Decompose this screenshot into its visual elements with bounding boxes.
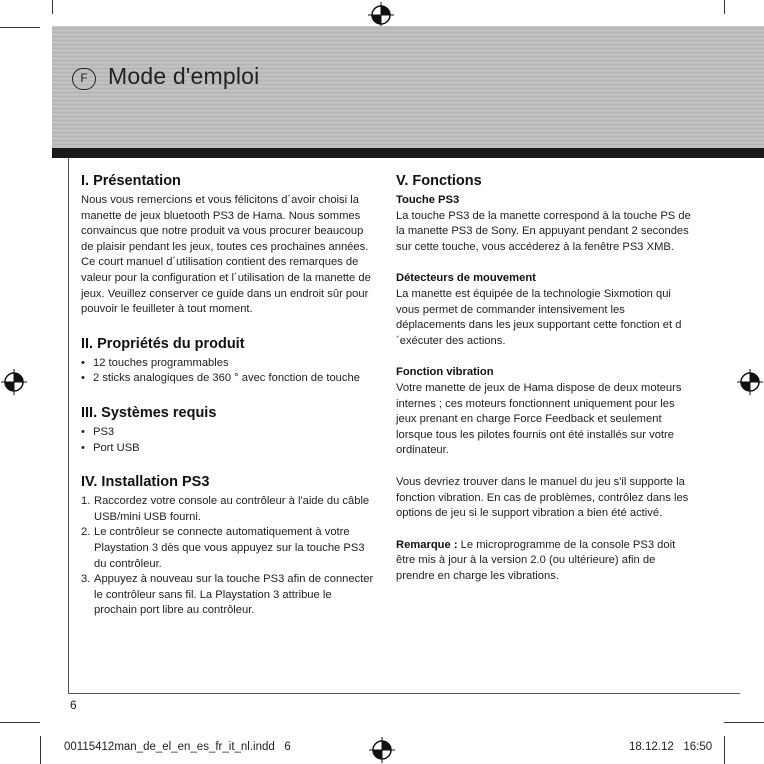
subheading-motion: Détecteurs de mouvement — [396, 272, 536, 285]
registration-mark-icon — [737, 369, 763, 395]
slug-date-time: 18.12.12 16:50 — [629, 741, 713, 753]
section-requirements — [81, 404, 377, 456]
motion-text: La manette est équipée de la technologie Sixmotion qui vous permet de commander intensivement les déplacements dans les jeux supportant cette fonction et d´exécuter des actions. — [396, 287, 682, 347]
vibration-text: Votre manette de jeux de Hama dispose de deux moteurs internes ; ces moteurs fonctionnent uniquement pour les jeux prenant en charge Force Feedback et seulement lorsque tous les pilotes fournis ont été installés sur votre ordinateur. — [396, 381, 682, 457]
step-number: 3. — [81, 573, 91, 586]
list-item — [81, 441, 377, 457]
bullet: • — [81, 372, 85, 385]
subheading-ps3-key: Touche PS3 — [396, 194, 460, 206]
right-column — [396, 172, 696, 600]
crop-mark — [724, 736, 725, 764]
list-item-text: Port USB — [93, 441, 140, 454]
ps3-key-text: La touche PS3 de la manette correspond à la touche PS de la manette PS3 de Sony. En appuyant pendant 2 secondes sur cette touche, vous accéderez à la fenêtre PS3 XMB. — [396, 209, 691, 253]
requirements-list — [81, 425, 377, 456]
list-item — [81, 371, 377, 387]
page-number: 6 — [70, 698, 77, 712]
list-item-text: 12 touches programmables — [93, 356, 229, 369]
subsection-motion — [396, 271, 696, 349]
crop-mark — [40, 736, 41, 764]
registration-mark-icon — [368, 2, 394, 28]
step-number: 1. — [81, 495, 91, 508]
language-badge: F — [72, 68, 96, 90]
heading-presentation: I. Présentation — [81, 173, 181, 189]
subheading-vibration: Fonction vibration — [396, 366, 494, 379]
frame-rule-bottom — [68, 693, 740, 694]
vibration-manual-text: Vous devriez trouver dans le manuel du jeu s'il supporte la fonction vibration. En cas de problèmes, contrôlez dans les options de jeu si le support vibration a bien été activé. — [396, 475, 689, 520]
section-properties — [81, 335, 377, 387]
left-column — [81, 172, 377, 636]
page-title: Mode d'emploi — [108, 63, 260, 89]
registration-mark-icon — [1, 369, 27, 395]
vibration-note — [396, 475, 696, 522]
heading-installation: IV. Installation PS3 — [81, 474, 210, 491]
installation-steps — [81, 494, 377, 619]
bullet: • — [81, 441, 85, 454]
step-text: Le contrôleur se connecte automatiquement à votre Playstation 3 dès que vous appuyez sur la touche PS3 du contrôleur. — [94, 526, 365, 570]
crop-mark — [724, 722, 764, 723]
crop-mark — [0, 722, 40, 723]
subsection-vibration — [396, 365, 696, 459]
list-item-text: PS3 — [93, 425, 115, 438]
presentation-text: Nous vous remercions et vous félicitons d´avoir choisi la manette de jeux bluetooth PS3 de Hama. Nous sommes convaincus que notre produit va vous procurer beaucoup de plaisir pendant les jeux, toutes ces prochaines années. Ce court manuel d´utilisation contient des remarques de valeur pour la configuration et l´utilisation de la manette de jeux. Veuillez conserver ce guide dans un endroit sûr pour pouvoir le feuilleter à tout moment. — [81, 194, 371, 316]
step-number: 2. — [81, 526, 91, 539]
step-text: Raccordez votre console au contrôleur à l'aide du câble USB/mini USB fourni. — [94, 495, 370, 523]
section-presentation — [81, 172, 377, 318]
bullet: • — [81, 425, 85, 438]
header-rule — [52, 148, 764, 158]
heading-requirements: III. Systèmes requis — [81, 404, 217, 421]
crop-mark — [52, 0, 53, 14]
registration-mark-icon — [369, 737, 395, 763]
heading-properties: II. Propriétés du produit — [81, 335, 245, 352]
subsection-ps3-key — [396, 193, 696, 255]
properties-list — [81, 356, 377, 387]
remark-paragraph — [396, 538, 696, 585]
bullet: • — [81, 356, 85, 369]
heading-functions: V. Fonctions — [396, 173, 482, 189]
crop-mark — [724, 0, 725, 14]
step-text: Appuyez à nouveau sur la touche PS3 afin de connecter le contrôleur sans fil. La Playstation 3 attribue le prochain port libre au contrôleur. — [94, 573, 374, 617]
slug-file-name: 00115412man_de_el_en_es_fr_it_nl.indd 6 — [64, 741, 291, 753]
remark-label: Remarque : — [396, 538, 458, 551]
remark — [396, 538, 696, 585]
list-item — [81, 572, 377, 619]
section-installation — [81, 473, 377, 619]
list-item — [81, 525, 377, 572]
list-item — [81, 494, 377, 525]
frame-rule-left — [68, 158, 69, 694]
list-item — [81, 425, 377, 441]
remark-text: Le microprogramme de la console PS3 doit être mis à jour à la version 2.0 (ou ultérieure) afin de prendre en charge les vibrations. — [396, 538, 676, 582]
list-item — [81, 356, 377, 372]
crop-mark — [0, 27, 40, 28]
list-item-text: 2 sticks analogiques de 360 ° avec fonction de touche — [93, 372, 360, 385]
